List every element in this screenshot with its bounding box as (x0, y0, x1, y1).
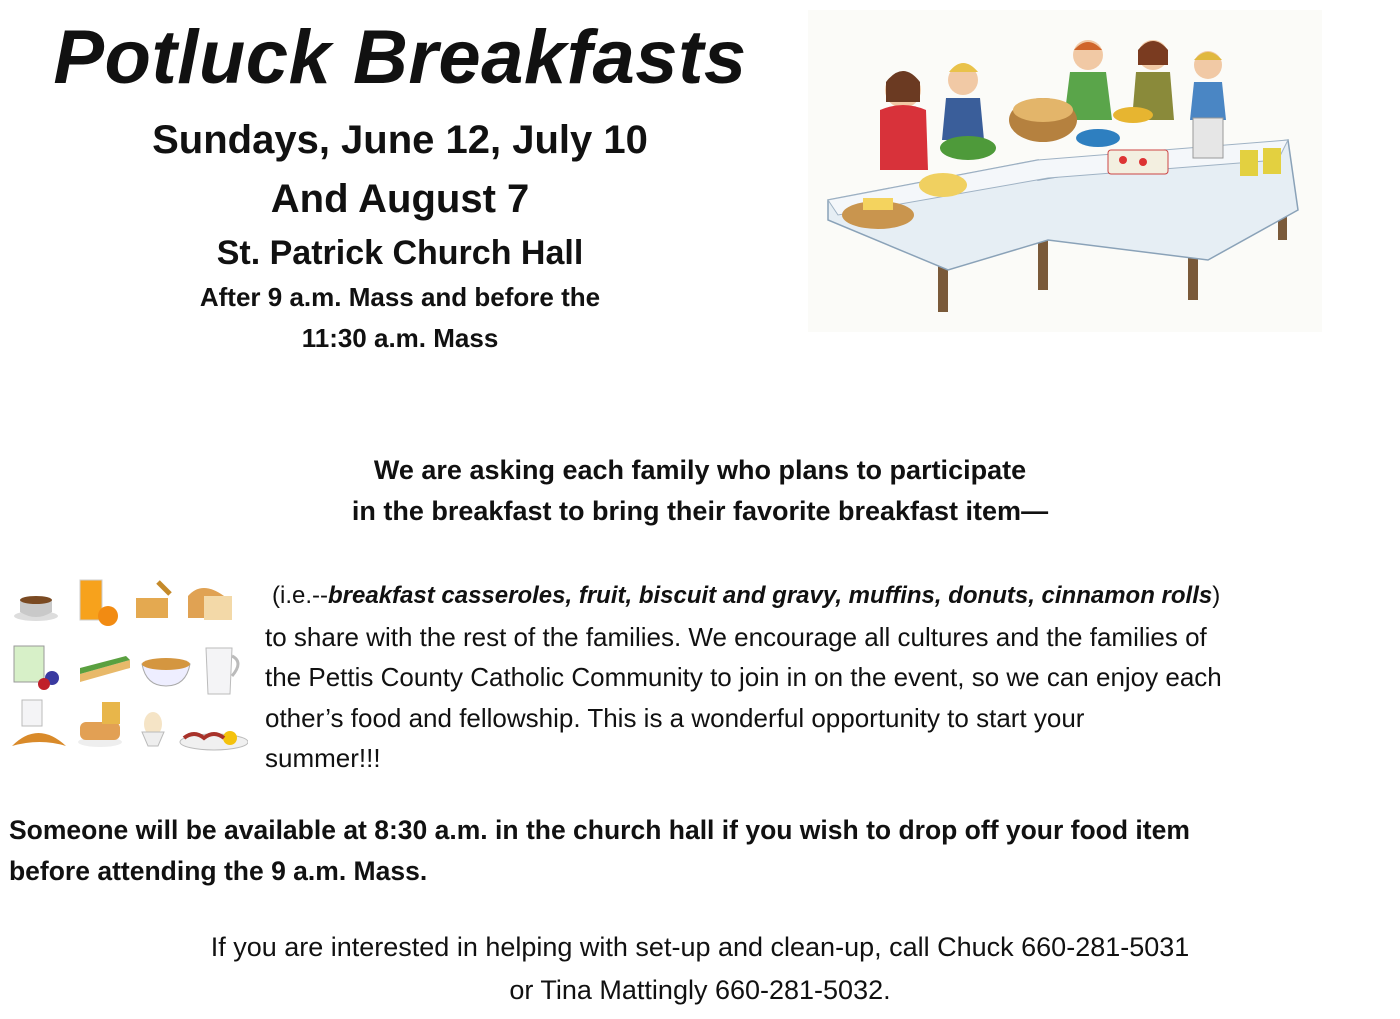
bacon-eggs-icon (180, 731, 248, 750)
examples-suffix: ) (1212, 582, 1221, 609)
page-title: Potluck Breakfasts (53, 15, 747, 100)
sandwich-icon (80, 656, 130, 682)
breakfast-foods-illustration (8, 574, 248, 754)
examples-items: breakfast casseroles, fruit, biscuit and gravy, muffins, donuts, cinnamon rolls (328, 582, 1213, 609)
body-line2: the Pettis County Catholic Community to join in on the event, so we can enjoy each (265, 662, 1222, 692)
bread-loaf-icon (188, 588, 232, 620)
yogurt-berries-icon (14, 646, 59, 690)
event-time-line2: 11:30 a.m. Mass (301, 323, 499, 353)
dropoff-line2: before attending the 9 a.m. Mass. (9, 855, 428, 886)
request-line1: We are asking each family who plans to participate (373, 455, 1027, 485)
dropoff-notice (9, 810, 1394, 891)
orange-juice-icon (80, 580, 118, 626)
milk-pitcher-icon (206, 648, 238, 694)
event-time-line1: After 9 a.m. Mass and before the (199, 282, 601, 312)
body-line1: to share with the rest of the families. We encourage all cultures and the families of (265, 621, 1207, 652)
event-dates-line2: And August 7 (270, 177, 530, 221)
egg-cup-icon (142, 712, 164, 746)
body-paragraph (265, 576, 1395, 779)
request-line2: in the breakfast to bring their favorite breakfast item— (351, 496, 1049, 526)
contact-line2: or Tina Mattingly 660-281-5032. (509, 975, 891, 1005)
dropoff-line1: Someone will be available at 8:30 a.m. in the church hall if you wish to drop off your food item (9, 815, 1190, 845)
croissant-milk-icon (12, 700, 66, 746)
coffee-cup-icon (14, 596, 58, 621)
honey-toast-icon (136, 582, 170, 618)
contact-line1: If you are interested in helping with set-up and clean-up, call Chuck 660-281-5031 (210, 932, 1190, 962)
body-line3: other’s food and fellowship. This is a wonderful opportunity to start your (265, 702, 1085, 733)
examples-line (265, 576, 1395, 617)
event-location: St. Patrick Church Hall (216, 234, 584, 272)
examples-prefix: (i.e.-- (272, 582, 328, 609)
body-line4: summer!!! (265, 743, 381, 773)
pancakes-icon (78, 702, 122, 747)
event-dates-line1: Sundays, June 12, July 10 (152, 118, 648, 162)
buffet-illustration (808, 10, 1322, 332)
cereal-bowl-icon (142, 658, 190, 686)
